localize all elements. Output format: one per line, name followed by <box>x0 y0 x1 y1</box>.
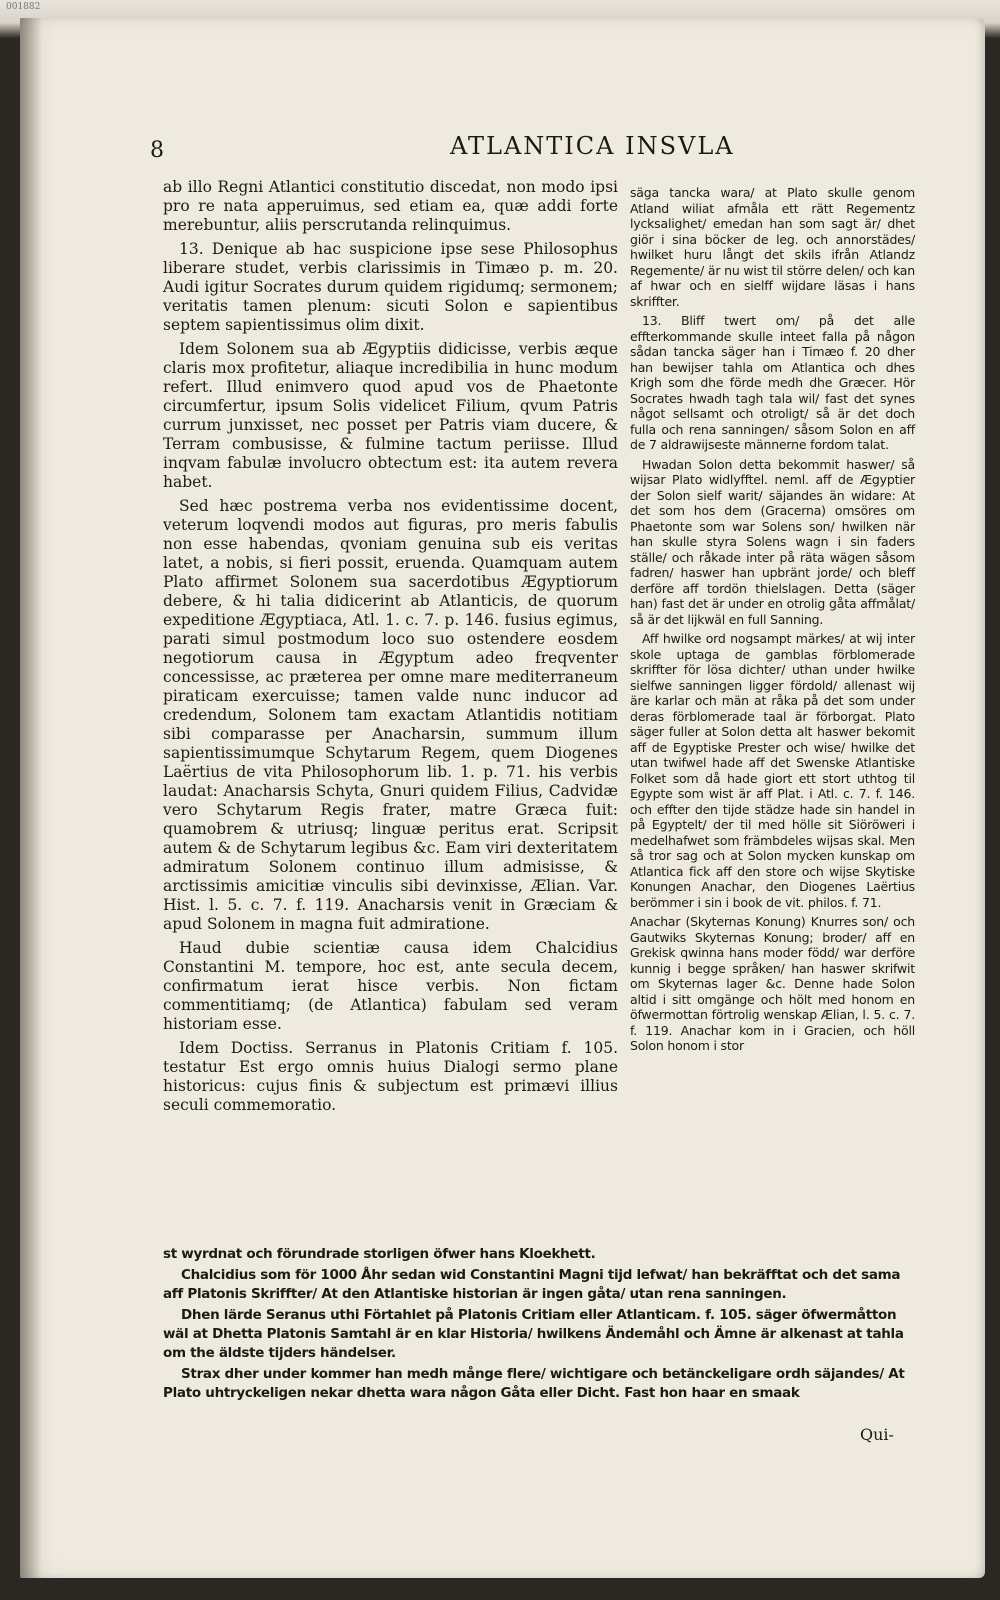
running-head: ATLANTICA INSVLA <box>450 132 735 160</box>
corner-mark: 001882 <box>6 2 41 12</box>
bottom-paragraph: Chalcidius som för 1000 Åhr sedan wid Constantini Magni tijd lefwat/ han bekräfftat och det sama aff Platonis Skriffter/ At den Atlantiske historian är ingen gåta/ utan rena sanningen. <box>163 1267 901 1302</box>
swedish-paragraph: Hwadan Solon detta bekommit haswer/ så wijsar Plato widlyfftel. neml. aff de Ægyptier der Solon sielf warit/ säjandes än widare: At det som hos dem (Gracerna) omsöres om Phaetonte som war Solens son/ hwilken när han skulle styra Solens wagn i sin faders ställe/ och råkade inter på räta wägen såsom fadren/ haswer han upbränt jorde/ och bleff derföre aff tordön thielslagen. Detta (säger han) fast det är under en otrolig gåta affmålat/ så är det lijkwäl en full Sanning. <box>630 456 915 627</box>
page-number: 8 <box>150 138 164 163</box>
page-gutter-shadow <box>20 18 42 1578</box>
swedish-paragraph: 13. Bliff twert om/ på det alle effterkommande skulle inteet falla på någon sådan tancka säger han i Timæo f. 20 dher han bewijser tahla om Atlantica och dhes Krigh som dhe förde medh dhe Græcer. Hör Socrates hwadh tagh tala wil/ fast det synes något sellsamt och otroligt/ så är det doch fulla och rena sanningen/ såsom Solon en aff de 7 aldrawijseste männerne fordom talat. <box>630 313 915 452</box>
swedish-paragraph: Anachar (Skyternas Konung) Knurres son/ och Gautwiks Skyternas Konung; broder/ aff en Grekisk qwinna hans moder född/ war derföre kunnig i begge språken/ han haswer skrifwit om Skyternas lager &c. Denne hade Solon altid i sitt omgänge och hölt med honom en öfwermottan förtrolig wenskap Ælian, l. 5. c. 7. f. 119. Anachar kom in i Gracien, och höll Solon honom i stor <box>630 914 915 1053</box>
bottom-paragraph: Strax dher under kommer han medh månge flere/ wichtigare och betänckeligare ordh säjandes/ At Plato uhtryckeligen nekar dhetta wara någon Gåta eller Dicht. Fast hon haar en smaak <box>163 1366 905 1401</box>
bottom-line: st wyrdnat och förundrade storligen öfwer hans Kloekhett. <box>163 1246 596 1262</box>
latin-paragraph: ab illo Regni Atlantici constitutio discedat, non modo ipsi pro re nata apperuimus, sed etiam ea, quæ addi forte merebuntur, aliis perscrutanda relinquimus. <box>163 178 618 234</box>
swedish-paragraph: säga tancka wara/ at Plato skulle genom Atland wiliat afmåla ett rätt Regementz lycksalighet/ emedan han som sagt är/ dhet giör i sina böcker de leg. och annorstädes/ hwilket huru långt det skils ifrån Atlandz Regemente/ är nu wist til större delen/ och kan af hwar och en sielff wijdare läsas i hans skriffter. <box>630 185 915 309</box>
latin-paragraph: Idem Doctiss. Serranus in Platonis Critiam f. 105. testatur Est ergo omnis huius Dialogi sermo plane historicus: cujus finis & subjectum est primævi illius seculi commemoratio. <box>163 1039 618 1114</box>
bottom-swedish-text <box>163 1245 913 1405</box>
latin-paragraph: Haud dubie scientiæ causa idem Chalcidius Constantini M. tempore, hoc est, ante secula decem, confirmatum ierat hisce verbis. Non fictam commentitiamq; (de Atlantica) fabulam sed veram historiam esse. <box>163 939 618 1033</box>
latin-paragraph: Idem Solonem sua ab Ægyptiis didicisse, verbis æque claris mox profitetur, aliaque incredibilia in hunc modum refert. Illud enimvero quod apud vos de Phaetonte circumfertur, ipsum Solis videlicet Filium, qvum Patris currum junxisset, nec posset per Patris viam ducere, & Terram combusisse, & fulmine tactum periisse. Illud inqvam fabulæ involucro obtectum est: ita autem revera habet. <box>163 340 618 491</box>
latin-paragraph: 13. Denique ab hac suspicione ipse sese Philosophus liberare studet, verbis clarissimis in Timæo p. m. 20. Audi igitur Socrates durum quidem rigidumq; sermonem; veritatis tamen plenum: sicuti Solon e sapientibus septem sapientissimus olim dixit. <box>163 240 618 334</box>
bottom-paragraph: Dhen lärde Seranus uthi Förtahlet på Platonis Critiam eller Atlanticam. f. 105. säger öfwermåtton wäl at Dhetta Platonis Samtahl är en klar Historia/ hwilkens Ändemåhl och Ämne är alkenast at tahla om the äldste tijders händelser. <box>163 1307 904 1361</box>
swedish-column <box>630 185 915 1058</box>
latin-paragraph: Sed hæc postrema verba nos evidentissime docent, veterum loqvendi modos aut figuras, pro meris fabulis non esse habendas, qvoniam genuina sub eis veritas latet, a nobis, si fieri possit, eruenda. Quamquam autem Plato affirmet Solonem sua sacerdotibus Ægyptiorum debere, & hi talia didicerint ab Atlanticis, de quorum expeditione Ægyptiaca, Atl. 1. c. 7. p. 146. fusius egimus, parati simul postmodum loco suo ostendere eosdem negotiorum causa in Ægyptum adeo freqventer concessisse, ac præterea per omne mare mediterraneum piraticam exercuisse; tamen valde nunc inducor ad credendum, Solonem tam exactam Atlantidis notitiam sibi comparasse per Anacharsin, summum illum sapientissimumque Schytarum Regem, quem Diogenes Laërtius de vita Philosophorum lib. 1. p. 71. his verbis laudat: Anacharsis Schyta, Gnuri quidem Filius, Cadvidæ vero Schytarum Regis frater, matre Græca fuit: quamobrem & utriusq; linguæ peritus erat. Scripsit autem & de Schytarum legibus &c. Eam viri dexteritatem admiratum Solonem continuo illum admisisse, & arctissimis amicitiæ vinculis sibi devinxisse, Ælian. Var. Hist. l. 5. c. 7. f. 119. Anacharsis venit in Græciam & apud Solonem in magna fuit admiratione. <box>163 497 618 933</box>
swedish-paragraph: Aff hwilke ord nogsampt märkes/ at wij inter skole uptaga de gamblas förblomerade skriffter för lösa dichter/ uthan under hwilke sielfwe sanningen ligger fördold/ allenast wij äre karlar och män at råka på det som under deras förblomerade taal är förborgat. Plato säger fuller at Solon detta alt haswer bekomit aff de Egyptiske Prester och wise/ hwilke det utan twifwel hade aff det Swenske Atlantiske Folket som då hade giort ett stort uthtog til Egypte som wist är aff Plat. i Atl. c. 7. f. 146. och effter den tijde städze hade sin handel in på Egyptelt/ der til med hölle sit Siöröweri i medelhafwet som främbdeles wijsas skal. Men så tror sag och at Solon mycken kunskap om Atlantica fick aff den store och wijse Skytiske Konungen Anachar, den Diogenes Laërtius berömmer i sin i book de vit. philos. f. 71. <box>630 631 915 910</box>
catchword: Qui- <box>860 1425 894 1444</box>
latin-column <box>163 178 618 1120</box>
